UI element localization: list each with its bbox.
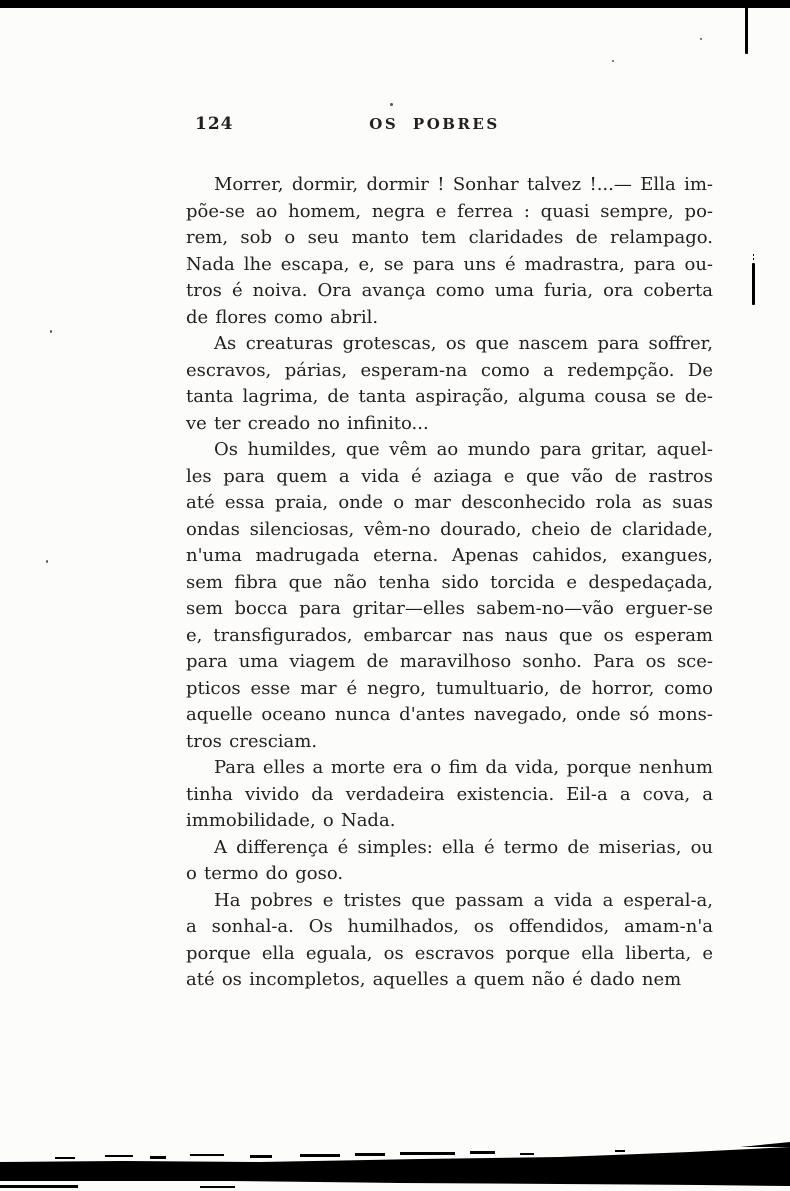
text-line: Nada lhe escapa, e, se para uns é madrastra, para ou- xyxy=(186,253,713,275)
paragraph xyxy=(186,835,713,888)
page-header xyxy=(186,112,713,138)
text-line: até os incompletos, aquelles a quem não é dado nem xyxy=(186,969,682,990)
text-line: Ha pobres e tristes que passam a vida a esperal-a, xyxy=(214,889,713,911)
running-title: OS POBRES xyxy=(369,115,500,133)
paragraph xyxy=(186,172,713,331)
text-line: ondas silenciosas, vêm-no dourado, cheio de claridade, xyxy=(186,518,713,540)
text-line: pticos esse mar é negro, tumultuario, de horror, como xyxy=(186,677,713,699)
text-line: n'uma madrugada eterna. Apenas cahidos, exangues, xyxy=(186,545,713,566)
paragraph xyxy=(186,331,713,437)
text-line: Para elles a morte era o fim da vida, porque nenhum xyxy=(214,757,713,778)
text-line: sem fibra que não tenha sido torcida e despedaçada, xyxy=(186,571,713,593)
scan-speck xyxy=(46,560,48,563)
scan-artifact-top-bar xyxy=(0,0,790,8)
text-line: Os humildes, que vêm ao mundo para gritar, aquel- xyxy=(214,439,713,460)
page-number: 124 xyxy=(195,114,234,134)
text-line: porque ella eguala, os escravos porque ella liberta, e xyxy=(186,942,713,964)
text-line: e, transfigurados, embarcar nas naus que os esperam xyxy=(186,624,713,646)
scan-artifact-bottom-band xyxy=(0,1120,790,1191)
scan-speck xyxy=(50,330,52,333)
text-line: tros é noiva. Ora avança como uma furia, ora coberta xyxy=(186,280,713,301)
text-line: sem bocca para gritar—elles sabem-no—vão erguer-se xyxy=(186,598,713,619)
text-line: a sonhal-a. Os humilhados, os offendidos, amam-n'a xyxy=(186,916,713,937)
text-line: de flores como abril. xyxy=(186,306,379,328)
body-text xyxy=(186,172,713,994)
text-line: tanta lagrima, de tanta aspiração, alguma cousa se de- xyxy=(186,386,713,407)
scan-speck xyxy=(612,60,614,62)
text-line: Morrer, dormir, dormir ! Sonhar talvez !...— Ella im- xyxy=(214,174,713,195)
text-line: para uma viagem de maravilhoso sonho. Para os sce- xyxy=(186,651,713,672)
scan-speck xyxy=(390,103,393,106)
text-line: escravos, párias, esperam-na como a redempção. De xyxy=(186,359,713,381)
text-line: aquelle oceano nunca d'antes navegado, onde só mons- xyxy=(186,704,713,725)
text-line: les para quem a vida é aziaga e que vão de rastros xyxy=(186,465,713,487)
text-line: tinha vivido da verdadeira existencia. Eil-a a cova, a xyxy=(186,783,713,805)
text-line: rem, sob o seu manto tem claridades de relampago. xyxy=(186,227,713,248)
text-line: As creaturas grotescas, os que nascem para soffrer, xyxy=(214,333,713,354)
text-line: põe-se ao homem, negra e ferrea : quasi sempre, po- xyxy=(186,200,713,222)
scan-speck xyxy=(700,38,702,40)
text-line: tros cresciam. xyxy=(186,730,318,752)
text-line: o termo do goso. xyxy=(186,863,344,884)
paragraph xyxy=(186,888,713,994)
paragraph xyxy=(186,437,713,755)
text-line: immobilidade, o Nada. xyxy=(186,810,396,831)
scan-artifact-right-stroke-top xyxy=(745,7,748,54)
scan-artifact-right-dots xyxy=(753,254,754,262)
text-line: A differença é simples: ella é termo de miserias, ou xyxy=(214,836,713,858)
scan-artifact-right-stroke-middle xyxy=(752,263,755,305)
text-line: ve ter creado no infinito... xyxy=(186,412,429,434)
paragraph xyxy=(186,755,713,835)
text-line: até essa praia, onde o mar desconhecido rola as suas xyxy=(186,492,713,513)
